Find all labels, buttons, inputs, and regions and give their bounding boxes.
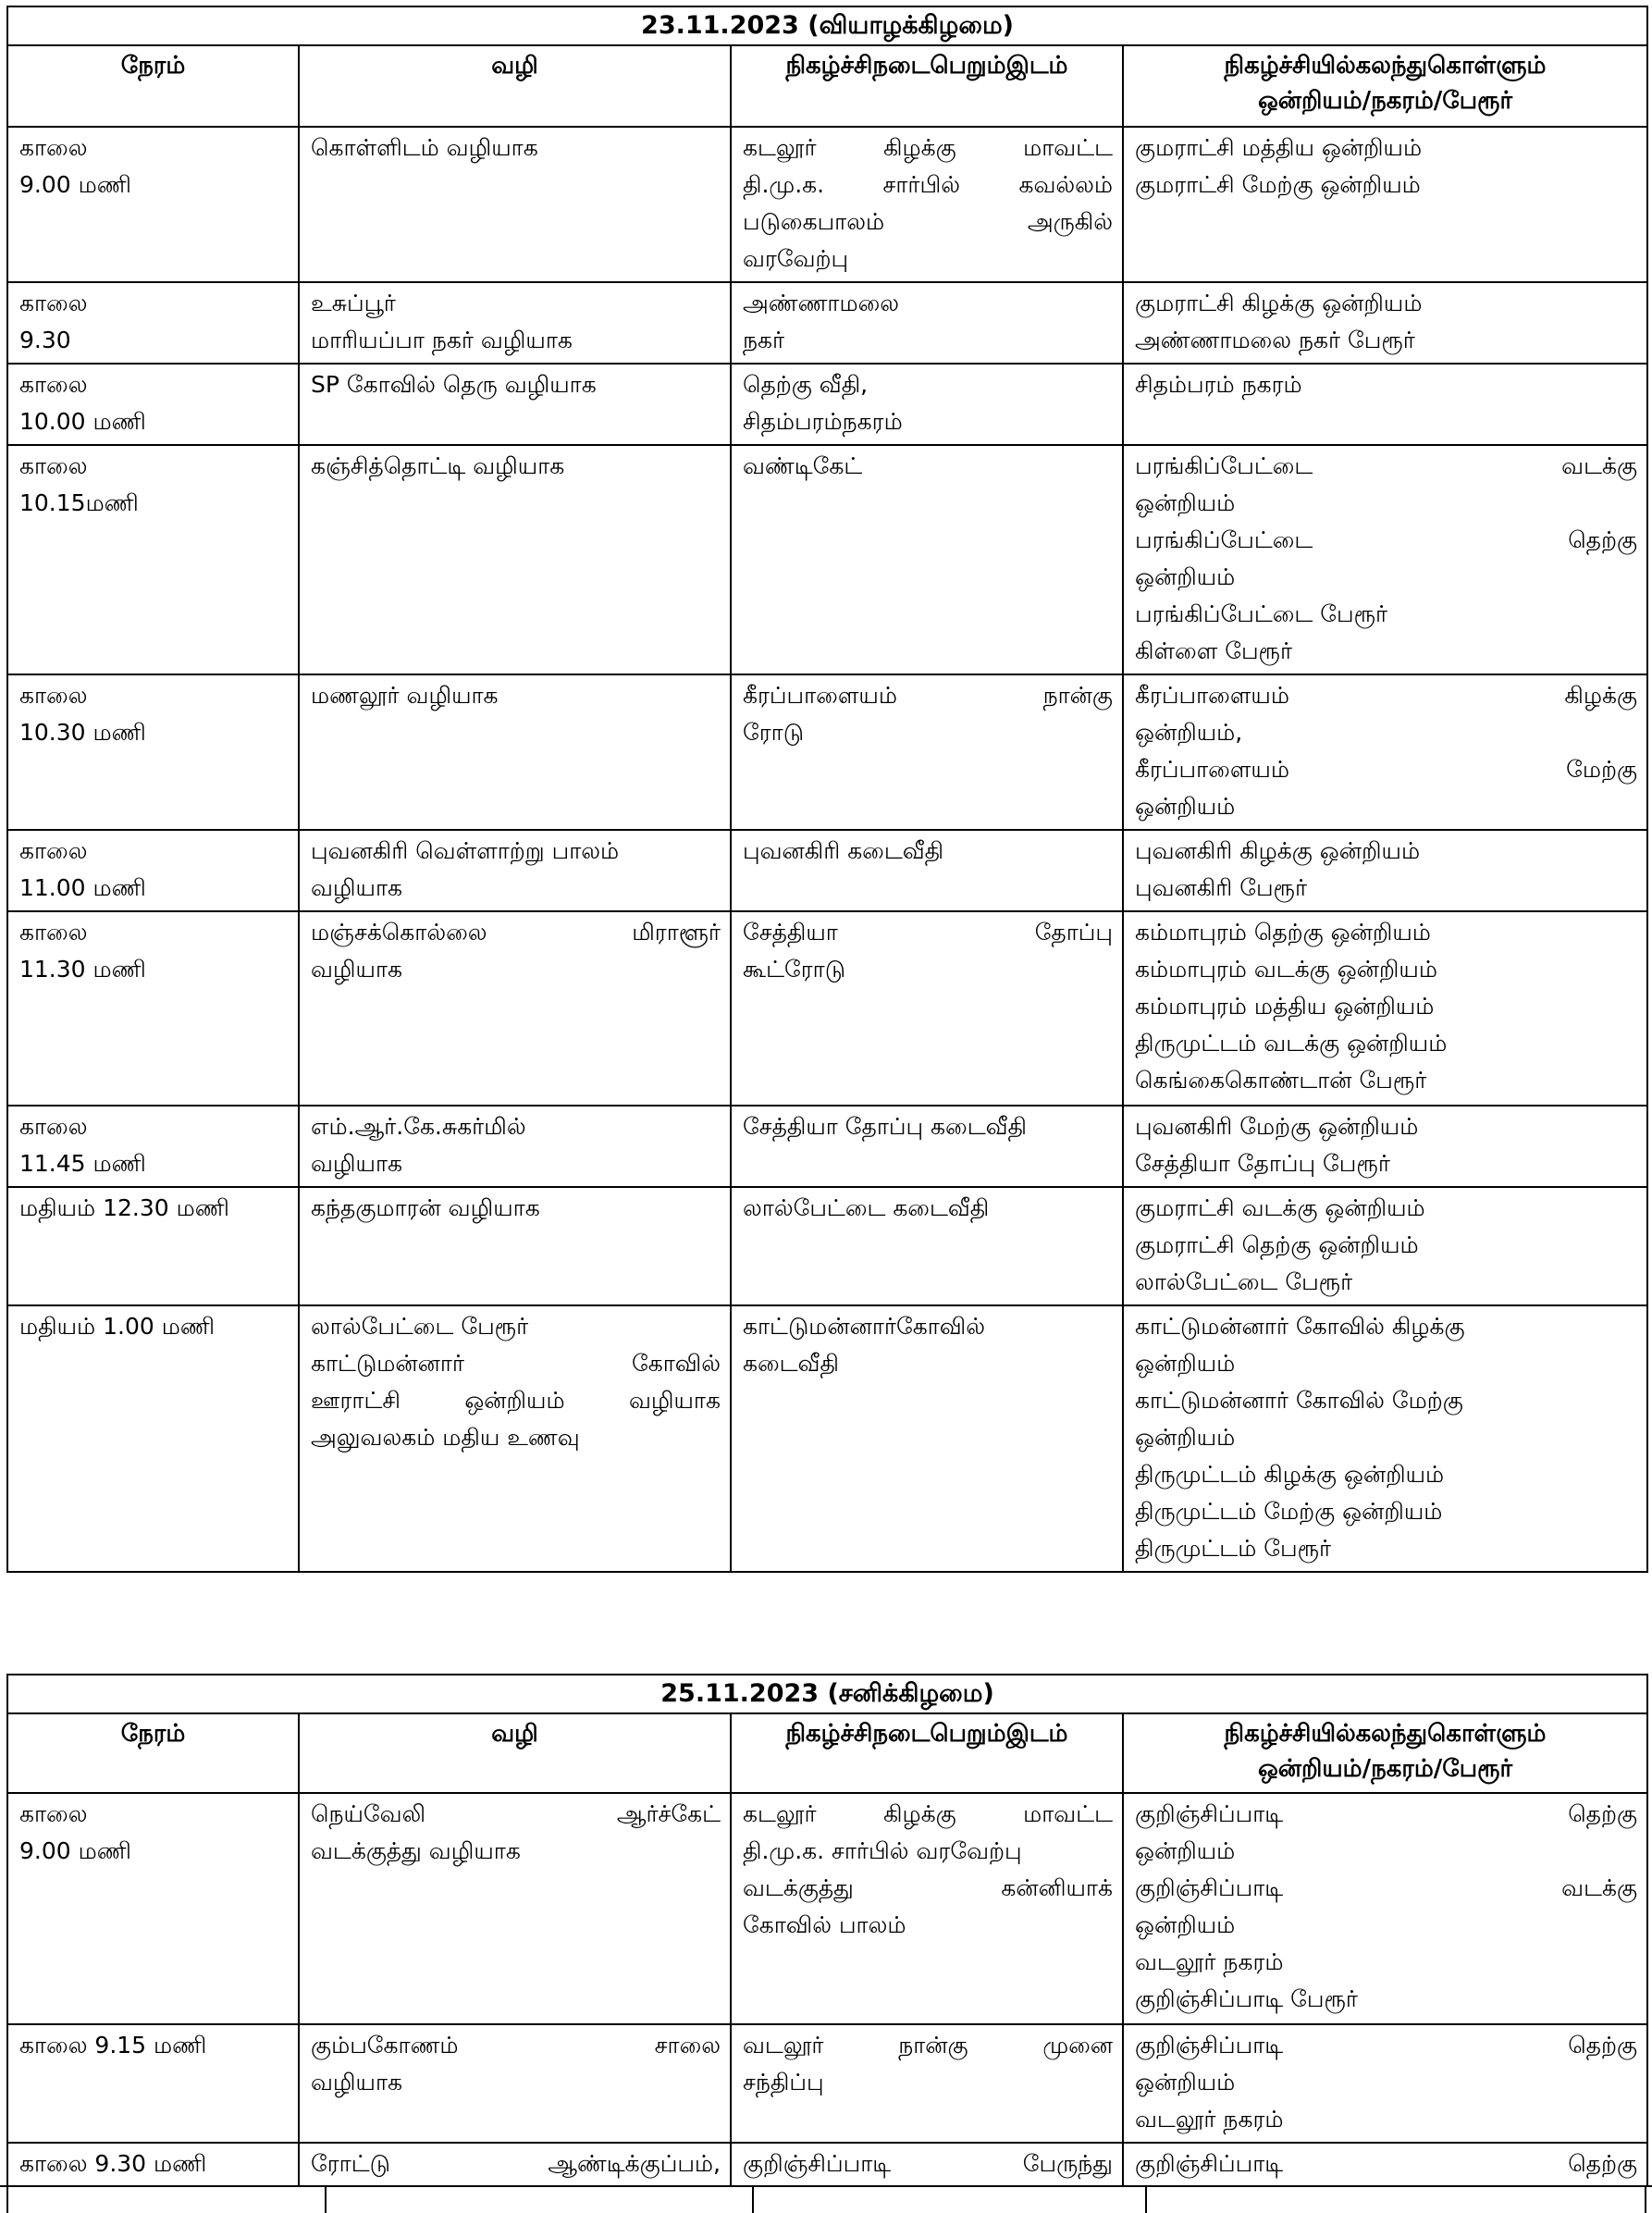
cell-line: காலை bbox=[19, 452, 88, 479]
time-header bbox=[7, 45, 299, 127]
table-row bbox=[7, 1793, 1647, 2024]
cell-line: கிள்ளை பேரூர் bbox=[1135, 637, 1293, 664]
participants-cell bbox=[1123, 1187, 1647, 1305]
cell-line: காலை bbox=[19, 919, 88, 946]
cell-line: ஊராட்சி ஒன்றியம் வழியாக bbox=[311, 1387, 721, 1414]
cell-line: குறிஞ்சிப்பாடி தெற்கு bbox=[1135, 1800, 1638, 1827]
cell-line: கெங்கைகொண்டான் பேரூர் bbox=[1135, 1067, 1427, 1094]
venue-cell bbox=[731, 1187, 1123, 1305]
cell-line: குறிஞ்சிப்பாடி பேருந்து bbox=[743, 2150, 1113, 2177]
table-row bbox=[7, 674, 1647, 830]
cell-line: நிகழ்ச்சிநடைபெறும்இடம் bbox=[785, 1720, 1068, 1748]
cell-line: திருமுட்டம் வடக்கு ஒன்றியம் bbox=[1135, 1030, 1448, 1057]
cell-line: மாரியப்பா நகர் வழியாக bbox=[311, 327, 573, 353]
table-row bbox=[7, 1106, 1647, 1187]
participants-cell bbox=[1123, 1793, 1647, 2024]
cell-line: வழியாக bbox=[311, 874, 403, 901]
time-cell bbox=[7, 364, 299, 445]
cell-line: சேத்தியா தோப்பு கடைவீதி bbox=[743, 1113, 1028, 1140]
cell-line: வழி bbox=[491, 1720, 538, 1748]
participants-cell bbox=[1123, 364, 1647, 445]
cell-line: குறிஞ்சிப்பாடி வடக்கு bbox=[1135, 1874, 1638, 1901]
participants-header bbox=[1123, 45, 1647, 127]
cell-line: 11.45 மணி bbox=[19, 1150, 146, 1177]
cell-line: பரங்கிப்பேட்டை தெற்கு bbox=[1135, 526, 1638, 553]
cell-line: நேரம் bbox=[120, 1720, 186, 1748]
cell-line: கம்மாபுரம் தெற்கு ஒன்றியம் bbox=[1135, 919, 1431, 946]
table-row bbox=[7, 445, 1647, 674]
cell-line: தி.மு.க. சார்பில் கவல்லம் bbox=[743, 171, 1113, 198]
cell-line: கடலூர் கிழக்கு மாவட்ட bbox=[743, 134, 1113, 161]
cell-line: ஒன்றியம் bbox=[1135, 1350, 1236, 1377]
time-cell bbox=[7, 674, 299, 830]
route-cell bbox=[299, 2143, 731, 2187]
time-cell bbox=[7, 445, 299, 674]
date-heading-row bbox=[7, 1675, 1647, 1713]
table-row bbox=[7, 2143, 1647, 2187]
cell-line: 9.30 bbox=[19, 327, 71, 353]
cell-line: SP கோவில் தெரு வழியாக bbox=[311, 371, 597, 398]
cell-line: லால்பேட்டை கடைவீதி bbox=[743, 1194, 990, 1221]
cell-line: காலை 9.15 மணி bbox=[19, 2032, 207, 2058]
table-row bbox=[7, 911, 1647, 1106]
cell-line: ஒன்றியம்/நகரம்/பேரூர் bbox=[1258, 1755, 1513, 1783]
route-cell bbox=[299, 2024, 731, 2143]
cell-line: ரோடு bbox=[743, 719, 805, 746]
cell-line: சேத்தியா தோப்பு bbox=[743, 919, 1113, 946]
participants-cell bbox=[1123, 830, 1647, 911]
time-cell bbox=[7, 830, 299, 911]
participants-cell bbox=[1123, 445, 1647, 674]
venue-cell bbox=[731, 911, 1123, 1106]
cell-line: ஒன்றியம் bbox=[1135, 1911, 1236, 1938]
venue-header bbox=[731, 45, 1123, 127]
cell-line: வடலூர் நான்கு முனை bbox=[743, 2032, 1113, 2058]
cell-line: குமராட்சி தெற்கு ஒன்றியம் bbox=[1135, 1231, 1419, 1258]
cell-line: குமராட்சி மேற்கு ஒன்றியம் bbox=[1135, 171, 1421, 198]
cell-line: வடக்குத்து வழியாக bbox=[311, 1837, 521, 1864]
cell-line: கம்மாபுரம் மத்திய ஒன்றியம் bbox=[1135, 993, 1435, 1020]
cell-line: ஒன்றியம் bbox=[1135, 489, 1236, 516]
cell-line: கஞ்சித்தொட்டி வழியாக bbox=[311, 452, 565, 479]
table-row bbox=[7, 364, 1647, 445]
route-header bbox=[299, 45, 731, 127]
table-row bbox=[7, 127, 1647, 282]
cell-line: குமராட்சி மத்திய ஒன்றியம் bbox=[1135, 134, 1423, 161]
cell-line: காலை bbox=[19, 134, 88, 161]
participants-cell bbox=[1123, 2024, 1647, 2143]
cell-line: கம்மாபுரம் வடக்கு ஒன்றியம் bbox=[1135, 956, 1437, 983]
cell-line: நகர் bbox=[743, 327, 785, 353]
route-cell bbox=[299, 445, 731, 674]
cell-line: காலை bbox=[19, 682, 88, 709]
table-row bbox=[7, 2024, 1647, 2143]
cell-line: குறிஞ்சிப்பாடி தெற்கு bbox=[1135, 2150, 1638, 2177]
table-row bbox=[7, 282, 1647, 364]
participants-cell bbox=[1123, 127, 1647, 282]
venue-cell bbox=[731, 1106, 1123, 1187]
cell-line: அண்ணாமலை bbox=[743, 290, 899, 316]
participants-cell bbox=[1123, 282, 1647, 364]
cell-line: காட்டுமன்னார்கோவில் bbox=[743, 1313, 985, 1340]
cell-line: காலை bbox=[19, 371, 88, 398]
cell-line: கீரப்பாளையம் மேற்கு bbox=[1135, 756, 1638, 783]
date-heading-row bbox=[7, 6, 1647, 45]
cell-line: நிகழ்ச்சியில்கலந்துகொள்ளும் bbox=[1224, 1720, 1547, 1748]
cell-line: தெற்கு வீதி, bbox=[743, 371, 869, 398]
venue-cell bbox=[731, 1305, 1123, 1572]
cell-line: பரங்கிப்பேட்டை வடக்கு bbox=[1135, 452, 1638, 479]
cell-line: பரங்கிப்பேட்டை பேரூர் bbox=[1135, 600, 1388, 627]
cell-line: அலுவலகம் மதிய உணவு bbox=[311, 1424, 580, 1451]
cell-line: கீரப்பாளையம் நான்கு bbox=[743, 682, 1113, 709]
cell-line: காட்டுமன்னார் கோவில் bbox=[311, 1350, 721, 1377]
table-row bbox=[7, 1305, 1647, 1572]
cell-line: கும்பகோணம் சாலை bbox=[311, 2032, 721, 2058]
cell-line: சிதம்பரம் நகரம் bbox=[1135, 371, 1302, 398]
route-cell bbox=[299, 830, 731, 911]
route-cell bbox=[299, 1305, 731, 1572]
cell-line: லால்பேட்டை பேரூர் bbox=[311, 1313, 529, 1340]
cell-line: 11.00 மணி bbox=[19, 874, 146, 901]
cell-line: கீரப்பாளையம் கிழக்கு bbox=[1135, 682, 1638, 709]
cell-line: குமராட்சி வடக்கு ஒன்றியம் bbox=[1135, 1194, 1425, 1221]
venue-cell bbox=[731, 282, 1123, 364]
cell-line: நிகழ்ச்சியில்கலந்துகொள்ளும் bbox=[1224, 52, 1547, 80]
cell-line: கடைவீதி bbox=[743, 1350, 839, 1377]
participants-cell bbox=[1123, 674, 1647, 830]
schedule-table-2 bbox=[6, 1674, 1648, 2188]
time-cell bbox=[7, 127, 299, 282]
cell-line: சேத்தியா தோப்பு பேரூர் bbox=[1135, 1150, 1390, 1177]
column-header-row bbox=[7, 45, 1647, 127]
cell-line: வழியாக bbox=[311, 2069, 403, 2096]
cell-line: காட்டுமன்னார் கோவில் மேற்கு bbox=[1135, 1387, 1463, 1414]
cell-line: கூட்ரோடு bbox=[743, 956, 846, 983]
cell-line: சந்திப்பு bbox=[743, 2069, 824, 2096]
route-header bbox=[299, 1713, 731, 1793]
venue-cell bbox=[731, 445, 1123, 674]
cell-line: வழி bbox=[491, 52, 538, 80]
cell-line: காலை bbox=[19, 1113, 88, 1140]
cell-line: வழியாக bbox=[311, 1150, 403, 1177]
cell-line: ஒன்றியம் bbox=[1135, 793, 1236, 820]
table-row bbox=[7, 1187, 1647, 1305]
cell-line: லால்பேட்டை பேரூர் bbox=[1135, 1268, 1353, 1295]
cell-line: குறிஞ்சிப்பாடி தெற்கு bbox=[1135, 2032, 1638, 2058]
cell-line: குறிஞ்சிப்பாடி பேரூர் bbox=[1135, 1985, 1358, 2012]
route-cell bbox=[299, 364, 731, 445]
route-cell bbox=[299, 127, 731, 282]
participants-header bbox=[1123, 1713, 1647, 1793]
cell-line: மணலூர் வழியாக bbox=[311, 682, 499, 709]
cell-line: கோவில் பாலம் bbox=[743, 1911, 906, 1938]
cell-line: படுகைபாலம் அருகில் bbox=[743, 208, 1113, 235]
cell-line: காலை 9.30 மணி bbox=[19, 2150, 207, 2177]
cell-line: மஞ்சக்கொல்லை மிராளூர் bbox=[311, 919, 721, 946]
cell-line: காட்டுமன்னார் கோவில் கிழக்கு bbox=[1135, 1313, 1465, 1340]
schedule-table-1 bbox=[6, 6, 1648, 1573]
cell-line: ஒன்றியம் bbox=[1135, 1837, 1236, 1864]
time-header bbox=[7, 1713, 299, 1793]
cell-line: வரவேற்பு bbox=[743, 245, 849, 272]
cell-line: புவனகிரி கடைவீதி bbox=[743, 837, 944, 864]
cell-line: வடக்குத்து கன்னியாக் bbox=[743, 1874, 1113, 1901]
cell-line: காலை bbox=[19, 837, 88, 864]
cell-line: தி.மு.க. சார்பில் வரவேற்பு bbox=[743, 1837, 1022, 1864]
cell-line: திருமுட்டம் கிழக்கு ஒன்றியம் bbox=[1135, 1461, 1445, 1488]
cell-line: வடலூர் நகரம் bbox=[1135, 1948, 1284, 1975]
route-cell bbox=[299, 1793, 731, 2024]
cell-line: உசுப்பூர் bbox=[311, 290, 396, 316]
time-cell bbox=[7, 1106, 299, 1187]
column-header-row bbox=[7, 1713, 1647, 1793]
cell-line: சிதம்பரம்நகரம் bbox=[743, 408, 903, 435]
cell-line: ஒன்றியம், bbox=[1135, 719, 1243, 746]
cell-line: நிகழ்ச்சிநடைபெறும்இடம் bbox=[785, 52, 1068, 80]
cell-line: புவனகிரி பேரூர் bbox=[1135, 874, 1308, 901]
participants-cell bbox=[1123, 2143, 1647, 2187]
venue-cell bbox=[731, 1793, 1123, 2024]
cell-line: திருமுட்டம் பேரூர் bbox=[1135, 1535, 1332, 1562]
cell-line: வழியாக bbox=[311, 956, 403, 983]
cell-line: புவனகிரி மேற்கு ஒன்றியம் bbox=[1135, 1113, 1419, 1140]
table-row bbox=[7, 830, 1647, 911]
cell-line: கொள்ளிடம் வழியாக bbox=[311, 134, 538, 161]
time-cell bbox=[7, 1793, 299, 2024]
cell-line: 10.30 மணி bbox=[19, 719, 146, 746]
cell-line: மதியம் 1.00 மணி bbox=[19, 1313, 216, 1340]
time-cell bbox=[7, 282, 299, 364]
venue-header bbox=[731, 1713, 1123, 1793]
cell-line: 9.00 மணி bbox=[19, 1837, 131, 1864]
cell-line: ரோட்டு ஆண்டிக்குப்பம், bbox=[311, 2150, 721, 2177]
cell-line: காலை bbox=[19, 290, 88, 316]
venue-cell bbox=[731, 127, 1123, 282]
time-cell bbox=[7, 2143, 299, 2187]
cell-line: நேரம் bbox=[120, 52, 186, 80]
date-heading: 25.11.2023 (சனிக்கிழமை) bbox=[7, 1675, 1647, 1713]
cut-off-row bbox=[0, 2185, 1652, 2213]
cell-line: புவனகிரி வெள்ளாற்று பாலம் bbox=[311, 837, 620, 864]
route-cell bbox=[299, 1187, 731, 1305]
cell-line: புவனகிரி கிழக்கு ஒன்றியம் bbox=[1135, 837, 1421, 864]
cell-line: மதியம் 12.30 மணி bbox=[19, 1194, 229, 1221]
cell-line: நெய்வேலி ஆர்ச்கேட் bbox=[311, 1800, 721, 1827]
venue-cell bbox=[731, 2143, 1123, 2187]
cell-line: 9.00 மணி bbox=[19, 171, 131, 198]
cell-line: 11.30 மணி bbox=[19, 956, 146, 983]
time-cell bbox=[7, 1187, 299, 1305]
route-cell bbox=[299, 911, 731, 1106]
cell-line: ஒன்றியம் bbox=[1135, 563, 1236, 590]
route-cell bbox=[299, 282, 731, 364]
route-cell bbox=[299, 674, 731, 830]
time-cell bbox=[7, 911, 299, 1106]
cell-line: எம்.ஆர்.கே.சுகர்மில் bbox=[311, 1113, 526, 1140]
cell-line: கடலூர் கிழக்கு மாவட்ட bbox=[743, 1800, 1113, 1827]
cell-line: 10.00 மணி bbox=[19, 408, 146, 435]
cell-line: 10.15மணி bbox=[19, 489, 139, 516]
cell-line: வண்டிகேட் bbox=[743, 452, 863, 479]
cell-line: திருமுட்டம் மேற்கு ஒன்றியம் bbox=[1135, 1498, 1443, 1525]
cell-line: அண்ணாமலை நகர் பேரூர் bbox=[1135, 327, 1415, 353]
venue-cell bbox=[731, 674, 1123, 830]
cell-line: ஒன்றியம்/நகரம்/பேரூர் bbox=[1258, 87, 1513, 115]
date-heading: 23.11.2023 (வியாழக்கிழமை) bbox=[7, 6, 1647, 45]
cell-line: ஒன்றியம் bbox=[1135, 1424, 1236, 1451]
cell-line: குமராட்சி கிழக்கு ஒன்றியம் bbox=[1135, 290, 1423, 316]
time-cell bbox=[7, 1305, 299, 1572]
cell-line: காலை bbox=[19, 1800, 88, 1827]
time-cell bbox=[7, 2024, 299, 2143]
cell-line: கந்தகுமாரன் வழியாக bbox=[311, 1194, 540, 1221]
route-cell bbox=[299, 1106, 731, 1187]
venue-cell bbox=[731, 830, 1123, 911]
participants-cell bbox=[1123, 911, 1647, 1106]
participants-cell bbox=[1123, 1305, 1647, 1572]
venue-cell bbox=[731, 364, 1123, 445]
cell-line: வடலூர் நகரம் bbox=[1135, 2106, 1284, 2133]
cell-line: ஒன்றியம் bbox=[1135, 2069, 1236, 2096]
participants-cell bbox=[1123, 1106, 1647, 1187]
venue-cell bbox=[731, 2024, 1123, 2143]
